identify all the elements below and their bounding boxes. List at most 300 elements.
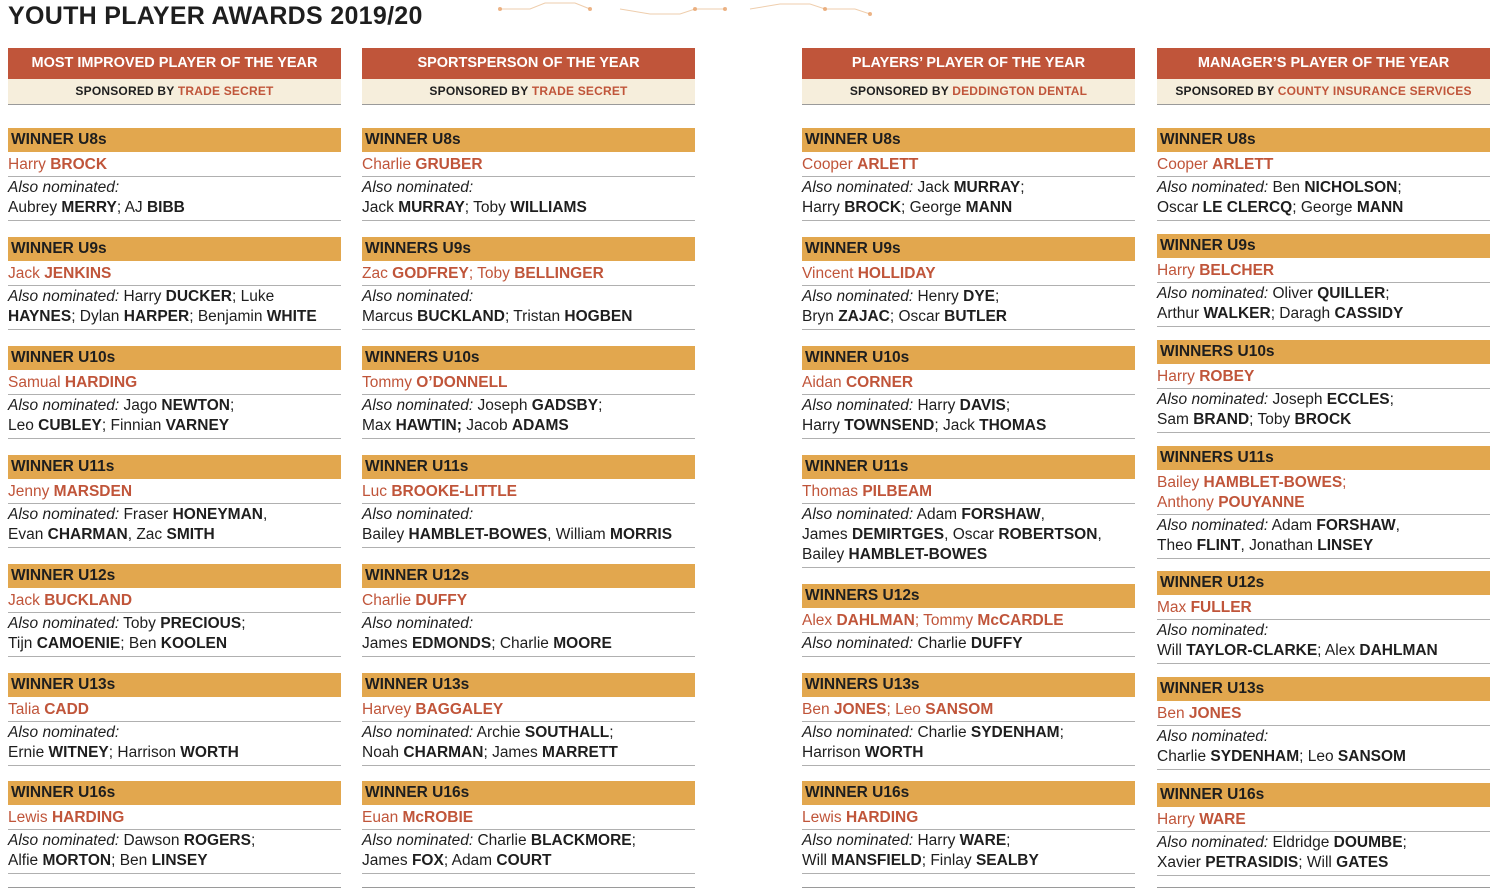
text-line bbox=[362, 614, 695, 634]
text-line bbox=[1157, 367, 1490, 387]
also-nominated-label: Also nominated: bbox=[802, 832, 914, 849]
text-line bbox=[1157, 704, 1490, 724]
surname: DOUMBE bbox=[1333, 834, 1403, 851]
award-column bbox=[802, 48, 1135, 105]
text-line bbox=[802, 505, 1135, 525]
award-title: MOST IMPROVED PLAYER OF THE YEAR bbox=[8, 48, 341, 79]
surname: MARRETT bbox=[542, 744, 618, 761]
name-text: Alfie bbox=[8, 852, 43, 869]
category-block bbox=[802, 128, 1135, 221]
name-text: ; Finlay bbox=[921, 852, 976, 869]
name-text: Zac bbox=[362, 265, 393, 282]
winner-names bbox=[8, 152, 341, 177]
winner-names bbox=[802, 370, 1135, 395]
category-block bbox=[1157, 446, 1490, 559]
surname: BAGGALEY bbox=[415, 701, 504, 718]
surname: DUCKER bbox=[165, 288, 232, 305]
text-line bbox=[1157, 810, 1490, 830]
surname: PETRASIDIS bbox=[1205, 854, 1299, 871]
surname: WALKER bbox=[1203, 305, 1271, 322]
text-line bbox=[802, 264, 1135, 284]
surname: THOMAS bbox=[979, 417, 1047, 434]
surname: CADD bbox=[44, 701, 89, 718]
text-line bbox=[802, 287, 1135, 307]
category-label: WINNER U13s bbox=[1157, 677, 1490, 701]
name-text: ; Tristan bbox=[504, 308, 565, 325]
name-text: Max bbox=[1157, 599, 1191, 616]
name-text: , Jonathan bbox=[1240, 537, 1318, 554]
name-text: ; bbox=[241, 615, 246, 632]
surname: WARE bbox=[959, 832, 1007, 849]
surname: CAMOENIE bbox=[36, 635, 121, 652]
nominees bbox=[8, 286, 341, 330]
surname: HONEYMAN bbox=[172, 506, 263, 523]
surname: LINSEY bbox=[151, 852, 208, 869]
name-text: Oliver bbox=[1268, 285, 1318, 302]
text-line bbox=[362, 287, 695, 307]
award-title: MANAGER’S PLAYER OF THE YEAR bbox=[1157, 48, 1490, 79]
name-text: ; Toby bbox=[468, 265, 515, 282]
also-nominated-label: Also nominated: bbox=[362, 179, 474, 196]
surname: BROCK bbox=[1294, 411, 1352, 428]
surname: ARLETT bbox=[857, 156, 919, 173]
category-block bbox=[802, 346, 1135, 439]
text-line bbox=[1157, 493, 1490, 513]
name-text: ; bbox=[995, 288, 1000, 305]
surname: HARDING bbox=[64, 374, 138, 391]
text-line bbox=[802, 416, 1135, 436]
category-label: WINNER U12s bbox=[362, 564, 695, 588]
category-label: WINNER U11s bbox=[8, 455, 341, 479]
text-line bbox=[8, 264, 341, 284]
category-block bbox=[8, 781, 341, 874]
text-line bbox=[802, 525, 1135, 545]
surname: BLACKMORE bbox=[530, 832, 632, 849]
text-line bbox=[802, 851, 1135, 871]
surname: SYDENHAM bbox=[970, 724, 1060, 741]
category-block bbox=[362, 128, 695, 221]
surname: PRECIOUS bbox=[160, 615, 242, 632]
sponsored-by-label: SPONSORED BY bbox=[1175, 84, 1278, 98]
name-text: Marcus bbox=[362, 308, 418, 325]
text-line bbox=[8, 831, 341, 851]
surname: ROBERTSON bbox=[998, 526, 1098, 543]
text-line bbox=[8, 396, 341, 416]
nominees bbox=[1157, 515, 1490, 559]
surname: HOLLIDAY bbox=[857, 265, 936, 282]
surname: DAVIS bbox=[959, 397, 1006, 414]
name-text: ; bbox=[250, 832, 256, 849]
winner-names bbox=[362, 370, 695, 395]
surname: WORTH bbox=[864, 744, 924, 761]
text-line bbox=[1157, 284, 1490, 304]
category-block bbox=[1157, 128, 1490, 221]
text-line bbox=[802, 808, 1135, 828]
category-block bbox=[8, 455, 341, 548]
text-line bbox=[802, 723, 1135, 743]
nominees bbox=[8, 177, 341, 221]
surname: McROBIE bbox=[402, 809, 474, 826]
surname: BELCHER bbox=[1199, 262, 1275, 279]
name-text: Theo bbox=[1157, 537, 1197, 554]
nominees bbox=[802, 286, 1135, 330]
surname: KOOLEN bbox=[160, 635, 228, 652]
text-line bbox=[1157, 641, 1490, 661]
also-nominated-label: Also nominated: bbox=[8, 288, 120, 305]
name-text: ; James bbox=[483, 744, 543, 761]
category-label: WINNERS U13s bbox=[802, 673, 1135, 697]
name-text: Ernie bbox=[8, 744, 49, 761]
surname: ECCLES bbox=[1326, 391, 1390, 408]
text-line bbox=[8, 482, 341, 502]
name-text: Bailey bbox=[1157, 474, 1204, 491]
text-line bbox=[362, 307, 695, 327]
name-text: Charlie bbox=[362, 592, 416, 609]
category-label: WINNER U8s bbox=[1157, 128, 1490, 152]
name-text: ; bbox=[598, 397, 603, 414]
surname: TAYLOR-CLARKE bbox=[1186, 642, 1318, 659]
surname: DEMIRTGES bbox=[851, 526, 945, 543]
surname: HARDING bbox=[845, 809, 919, 826]
name-text: , Zac bbox=[127, 526, 167, 543]
nominees bbox=[802, 722, 1135, 766]
name-text: Lewis bbox=[8, 809, 52, 826]
name-text: Charlie bbox=[913, 635, 971, 652]
winner-names bbox=[362, 479, 695, 504]
also-nominated-label: Also nominated: bbox=[1157, 728, 1269, 745]
winner-names bbox=[8, 370, 341, 395]
name-text: Jenny bbox=[8, 483, 54, 500]
winner-names bbox=[8, 479, 341, 504]
category-label: WINNER U16s bbox=[802, 781, 1135, 805]
also-nominated-label: Also nominated: bbox=[802, 397, 914, 414]
surname: DUFFY bbox=[970, 635, 1023, 652]
text-line bbox=[802, 373, 1135, 393]
surname: HAMBLET-BOWES bbox=[848, 546, 988, 563]
sponsor-line bbox=[802, 79, 1135, 105]
name-text: Xavier bbox=[1157, 854, 1206, 871]
name-text: ; bbox=[230, 397, 235, 414]
category-label: WINNERS U10s bbox=[1157, 340, 1490, 364]
text-line bbox=[1157, 621, 1490, 641]
category-label: WINNER U9s bbox=[802, 237, 1135, 261]
name-text: ; Leo bbox=[886, 701, 926, 718]
surname: DUFFY bbox=[415, 592, 468, 609]
name-text: Max bbox=[362, 417, 396, 434]
nominees bbox=[362, 177, 695, 221]
category-block bbox=[362, 564, 695, 657]
also-nominated-label: Also nominated: bbox=[362, 288, 474, 305]
name-text: Will bbox=[802, 852, 832, 869]
also-nominated-label: Also nominated: bbox=[1157, 517, 1269, 534]
surname: CHARMAN bbox=[47, 526, 128, 543]
also-nominated-label: Also nominated: bbox=[802, 724, 914, 741]
sponsor-line bbox=[8, 79, 341, 105]
surname: ROGERS bbox=[183, 832, 251, 849]
name-text: ; Leo bbox=[1299, 748, 1338, 765]
name-text: Harry bbox=[802, 417, 845, 434]
also-nominated-label: Also nominated: bbox=[8, 397, 120, 414]
text-line bbox=[362, 396, 695, 416]
winner-names bbox=[8, 588, 341, 613]
surname: TOWNSEND bbox=[844, 417, 935, 434]
surname: MURRAY bbox=[398, 199, 465, 216]
text-line bbox=[8, 614, 341, 634]
name-text: ; Charlie bbox=[491, 635, 554, 652]
category-block bbox=[8, 673, 341, 766]
text-line bbox=[362, 416, 695, 436]
surname: ROBEY bbox=[1199, 368, 1255, 385]
category-label: WINNERS U10s bbox=[362, 346, 695, 370]
text-line bbox=[802, 178, 1135, 198]
name-text: Bailey bbox=[362, 526, 409, 543]
also-nominated-label: Also nominated: bbox=[8, 724, 120, 741]
name-text: Jack bbox=[8, 592, 45, 609]
category-label: WINNER U16s bbox=[8, 781, 341, 805]
bottom-rule bbox=[1157, 887, 1490, 888]
name-text: Samual bbox=[8, 374, 65, 391]
name-text: Harry bbox=[1157, 811, 1200, 828]
text-line bbox=[1157, 747, 1490, 767]
name-text: ; bbox=[1006, 832, 1011, 849]
name-text: Jago bbox=[119, 397, 162, 414]
name-text: Evan bbox=[8, 526, 48, 543]
category-block bbox=[1157, 234, 1490, 327]
text-line bbox=[1157, 516, 1490, 536]
surname: MANSFIELD bbox=[831, 852, 922, 869]
name-text: ; bbox=[1385, 285, 1390, 302]
also-nominated-label: Also nominated: bbox=[8, 179, 120, 196]
name-text: Tommy bbox=[362, 374, 417, 391]
text-line bbox=[1157, 473, 1490, 493]
name-text: Arthur bbox=[1157, 305, 1204, 322]
surname: WILLIAMS bbox=[510, 199, 587, 216]
category-block bbox=[8, 564, 341, 657]
also-nominated-label: Also nominated: bbox=[362, 615, 474, 632]
surname: HAMBLET-BOWES bbox=[1203, 474, 1343, 491]
category-label: WINNER U10s bbox=[8, 346, 341, 370]
name-text: Harry bbox=[913, 832, 960, 849]
name-text: ; bbox=[631, 832, 636, 849]
sponsor-name: COUNTY INSURANCE SERVICES bbox=[1277, 84, 1472, 98]
also-nominated-label: Also nominated: bbox=[802, 635, 914, 652]
name-text: Jack bbox=[8, 265, 45, 282]
name-text: Charlie bbox=[473, 832, 531, 849]
winner-names bbox=[1157, 470, 1490, 515]
text-line bbox=[1157, 598, 1490, 618]
text-line bbox=[1157, 304, 1490, 324]
nominees bbox=[8, 395, 341, 439]
text-line bbox=[362, 808, 695, 828]
name-text: Adam bbox=[1268, 517, 1317, 534]
text-line bbox=[1157, 833, 1490, 853]
surname: BROOKE-LITTLE bbox=[391, 483, 518, 500]
name-text: ; bbox=[1389, 391, 1394, 408]
text-line bbox=[8, 307, 341, 327]
surname: GATES bbox=[1336, 854, 1389, 871]
surname: BELLINGER bbox=[514, 265, 604, 282]
category-label: WINNER U12s bbox=[1157, 571, 1490, 595]
text-line bbox=[1157, 536, 1490, 556]
surname: FORSHAW bbox=[961, 506, 1041, 523]
surname: BUTLER bbox=[944, 308, 1007, 325]
winner-names bbox=[802, 805, 1135, 830]
surname: LE CLERCQ bbox=[1202, 199, 1293, 216]
text-line bbox=[8, 505, 341, 525]
name-text: , Oscar bbox=[944, 526, 999, 543]
category-block bbox=[802, 584, 1135, 657]
surname: BUCKLAND bbox=[417, 308, 505, 325]
name-text: Aubrey bbox=[8, 199, 62, 216]
surname: HAYNES bbox=[8, 308, 72, 325]
surname: MORRIS bbox=[610, 526, 673, 543]
also-nominated-label: Also nominated: bbox=[1157, 622, 1269, 639]
category-block bbox=[802, 455, 1135, 568]
nominees bbox=[802, 504, 1135, 568]
category-label: WINNERS U9s bbox=[362, 237, 695, 261]
category-label: WINNER U8s bbox=[802, 128, 1135, 152]
text-line bbox=[802, 743, 1135, 763]
nominees bbox=[1157, 832, 1490, 876]
name-text: Thomas bbox=[802, 483, 863, 500]
surname: SEALBY bbox=[975, 852, 1039, 869]
nominees bbox=[362, 830, 695, 874]
category-label: WINNERS U11s bbox=[1157, 446, 1490, 470]
name-text: Archie bbox=[473, 724, 525, 741]
winner-names bbox=[362, 697, 695, 722]
hexagon-pattern-decoration bbox=[470, 0, 910, 18]
name-text: ; Jack bbox=[934, 417, 980, 434]
text-line bbox=[8, 743, 341, 763]
surname: SANSOM bbox=[1337, 748, 1406, 765]
name-text: Harry bbox=[1157, 368, 1200, 385]
text-line bbox=[1157, 198, 1490, 218]
name-text: Talia bbox=[8, 701, 45, 718]
surname: HARDING bbox=[51, 809, 125, 826]
winner-names bbox=[1157, 807, 1490, 832]
surname: McCARDLE bbox=[977, 612, 1064, 629]
name-text: Harry bbox=[802, 199, 845, 216]
text-line bbox=[802, 482, 1135, 502]
text-line bbox=[362, 505, 695, 525]
name-text: Jacob bbox=[461, 417, 512, 434]
nominees bbox=[362, 722, 695, 766]
nominees bbox=[802, 177, 1135, 221]
name-text: , bbox=[1395, 517, 1400, 534]
nominees bbox=[8, 722, 341, 766]
name-text: Jack bbox=[913, 179, 954, 196]
surname: MORTON bbox=[42, 852, 112, 869]
winner-names bbox=[802, 261, 1135, 286]
sponsor-line bbox=[362, 79, 695, 105]
name-text: Joseph bbox=[1268, 391, 1327, 408]
nominees bbox=[362, 395, 695, 439]
also-nominated-label: Also nominated: bbox=[362, 506, 474, 523]
also-nominated-label: Also nominated: bbox=[8, 832, 120, 849]
surname: FORSHAW bbox=[1316, 517, 1396, 534]
winner-names bbox=[1157, 152, 1490, 177]
surname: JONES bbox=[1188, 705, 1242, 722]
sponsored-by-label: SPONSORED BY bbox=[75, 84, 178, 98]
text-line bbox=[362, 482, 695, 502]
text-line bbox=[802, 307, 1135, 327]
text-line bbox=[802, 700, 1135, 720]
also-nominated-label: Also nominated: bbox=[362, 724, 474, 741]
surname: HOGBEN bbox=[564, 308, 633, 325]
name-text: Noah bbox=[362, 744, 404, 761]
surname: VARNEY bbox=[165, 417, 230, 434]
name-text: , bbox=[1097, 526, 1102, 543]
name-text: Charlie bbox=[913, 724, 971, 741]
text-line bbox=[802, 634, 1135, 654]
category-label: WINNER U8s bbox=[362, 128, 695, 152]
name-text: Harry bbox=[8, 156, 51, 173]
name-text: Tijn bbox=[8, 635, 37, 652]
award-column bbox=[1157, 48, 1490, 105]
category-label: WINNERS U12s bbox=[802, 584, 1135, 608]
name-text: Bryn bbox=[802, 308, 839, 325]
name-text: Euan bbox=[362, 809, 403, 826]
name-text: ; bbox=[1342, 474, 1347, 491]
text-line bbox=[8, 198, 341, 218]
surname: COURT bbox=[496, 852, 552, 869]
name-text: Ben bbox=[1157, 705, 1189, 722]
also-nominated-label: Also nominated: bbox=[802, 288, 914, 305]
name-text: ; bbox=[1005, 397, 1011, 414]
surname: BROCK bbox=[844, 199, 902, 216]
name-text: Dawson bbox=[119, 832, 184, 849]
name-text: ; Tommy bbox=[914, 612, 978, 629]
name-text: ; Harrison bbox=[108, 744, 181, 761]
name-text: ; bbox=[1402, 834, 1407, 851]
name-text: , bbox=[262, 506, 268, 523]
also-nominated-label: Also nominated: bbox=[1157, 285, 1269, 302]
name-text: Charlie bbox=[1157, 748, 1211, 765]
text-line bbox=[8, 287, 341, 307]
name-text: Ben bbox=[1268, 179, 1305, 196]
surname: ADAMS bbox=[511, 417, 569, 434]
surname: LINSEY bbox=[1317, 537, 1374, 554]
nominees bbox=[1157, 389, 1490, 433]
category-block bbox=[362, 237, 695, 330]
text-line bbox=[1157, 155, 1490, 175]
surname: FULLER bbox=[1190, 599, 1252, 616]
bottom-rule bbox=[802, 887, 1135, 888]
surname: WARE bbox=[1199, 811, 1246, 828]
text-line bbox=[1157, 390, 1490, 410]
category-label: WINNER U11s bbox=[362, 455, 695, 479]
text-line bbox=[362, 634, 695, 654]
surname: POUYANNE bbox=[1218, 494, 1305, 511]
text-line bbox=[8, 808, 341, 828]
name-text: ; Alex bbox=[1317, 642, 1360, 659]
surname: SYDENHAM bbox=[1210, 748, 1300, 765]
winner-names bbox=[362, 152, 695, 177]
name-text: Cooper bbox=[802, 156, 858, 173]
text-line bbox=[362, 178, 695, 198]
name-text: Vincent bbox=[802, 265, 858, 282]
category-block bbox=[362, 781, 695, 874]
text-line bbox=[802, 831, 1135, 851]
name-text: ; Ben bbox=[111, 852, 152, 869]
name-text: , William bbox=[547, 526, 611, 543]
surname: MANN bbox=[965, 199, 1013, 216]
name-text: ; Luke bbox=[231, 288, 275, 305]
surname: FLINT bbox=[1196, 537, 1241, 554]
surname: MURRAY bbox=[953, 179, 1021, 196]
category-label: WINNER U8s bbox=[8, 128, 341, 152]
name-text: Will bbox=[1157, 642, 1187, 659]
